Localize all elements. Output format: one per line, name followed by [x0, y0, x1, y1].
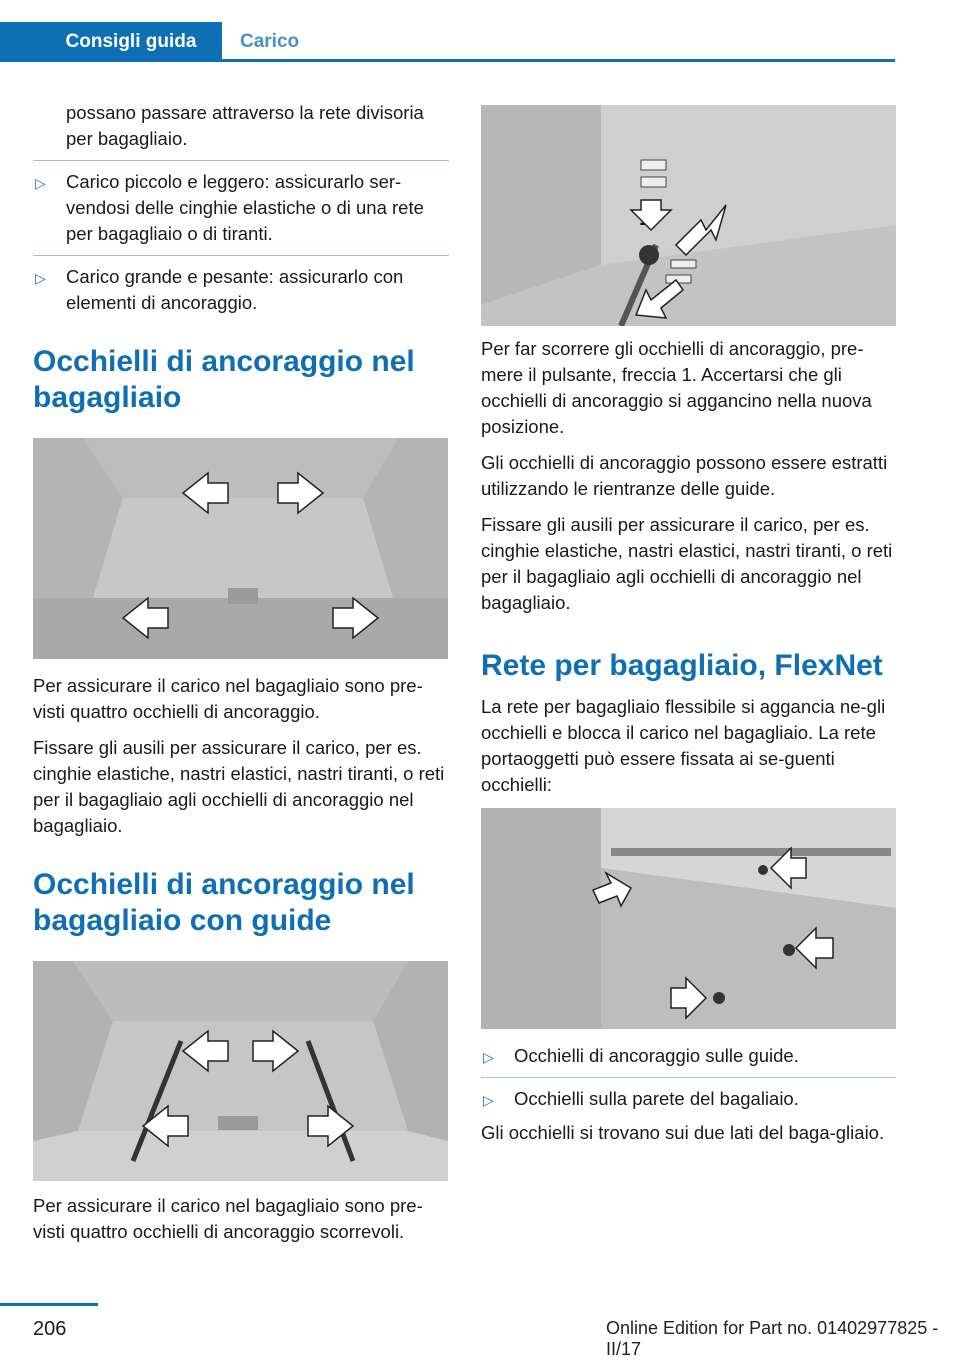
paragraph: Per assicurare il carico nel bagagliaio sono pre‐visti quattro occhielli di ancoraggio.	[33, 675, 423, 722]
list-item: ▷ Occhielli di ancoraggio sulle guide.	[481, 1043, 896, 1069]
header-tabs	[0, 22, 895, 62]
section-heading: Occhielli di ancoraggio nel bagagliaio	[33, 345, 415, 414]
paragraph: Gli occhielli di ancoraggio possono essere estratti utilizzando le rientranze delle guide.	[481, 452, 888, 499]
section-heading: Rete per bagagliaio, FlexNet	[481, 649, 883, 682]
header-rule	[222, 59, 895, 62]
triangle-right-icon: ▷	[35, 175, 46, 191]
trunk-tie-down-image	[33, 438, 448, 659]
paragraph: Per far scorrere gli occhielli di ancoraggio, pre‐mere il pulsante, freccia 1. Accertarsi che gli occhielli di ancoraggio si aggancino nella nuova posizione.	[481, 338, 872, 437]
flexnet-eyes-image	[481, 808, 896, 1029]
paragraph: La rete per bagagliaio flessibile si aggancia ne‐gli occhielli e blocca il carico nel bagagliaio. La rete portaoggetti può essere fissata ai se‐guenti occhielli:	[481, 696, 886, 795]
intro-continuation: possano passare attraverso la rete divisoria per bagagliaio.	[66, 102, 424, 149]
edition-info: Online Edition for Part no. 01402977825 - II/17	[606, 1318, 939, 1359]
paragraph: Fissare gli ausili per assicurare il carico, per es. cinghie elastiche, nastri elastici, nastri tiranti, o reti per il bagagliaio agli occhielli di ancoraggio nel bagagliaio.	[481, 514, 893, 613]
trunk-rails-image	[33, 961, 448, 1181]
section-heading: Occhielli di ancoraggio nel bagagliaio con guide	[33, 868, 415, 937]
list-item: ▷ Occhielli sulla parete del bagaliaio.	[481, 1086, 896, 1112]
divider	[481, 1077, 896, 1078]
tab-carico[interactable]: Carico	[240, 31, 300, 52]
triangle-right-icon: ▷	[35, 270, 46, 286]
divider	[33, 255, 449, 256]
footer-rule	[0, 1303, 98, 1306]
page-number: 206	[33, 1318, 67, 1340]
tab-consigli-guida[interactable]: Consigli guida	[0, 22, 222, 62]
left-column	[33, 100, 449, 1255]
list-item: ▷ Carico piccolo e leggero: assicurarlo ser‐vendosi delle cinghie elastiche o di una rete per bagagliaio o di tiranti.	[35, 171, 424, 244]
divider	[33, 160, 449, 161]
paragraph: Gli occhielli si trovano sui due lati del baga‐gliaio.	[481, 1122, 885, 1143]
list-item: ▷ Carico grande e pesante: assicurarlo con elementi di ancoraggio.	[35, 266, 404, 313]
paragraph: Fissare gli ausili per assicurare il carico, per es. cinghie elastiche, nastri elastici, nastri tiranti, o reti per il bagagliaio agli occhielli di ancoraggio nel bagagliaio.	[33, 737, 445, 836]
triangle-right-icon: ▷	[483, 1049, 494, 1065]
triangle-right-icon: ▷	[483, 1092, 494, 1108]
paragraph: Per assicurare il carico nel bagagliaio sono pre‐visti quattro occhielli di ancoraggio scorrevoli.	[33, 1195, 423, 1242]
right-column	[481, 105, 896, 1156]
rail-button-image	[481, 105, 896, 326]
